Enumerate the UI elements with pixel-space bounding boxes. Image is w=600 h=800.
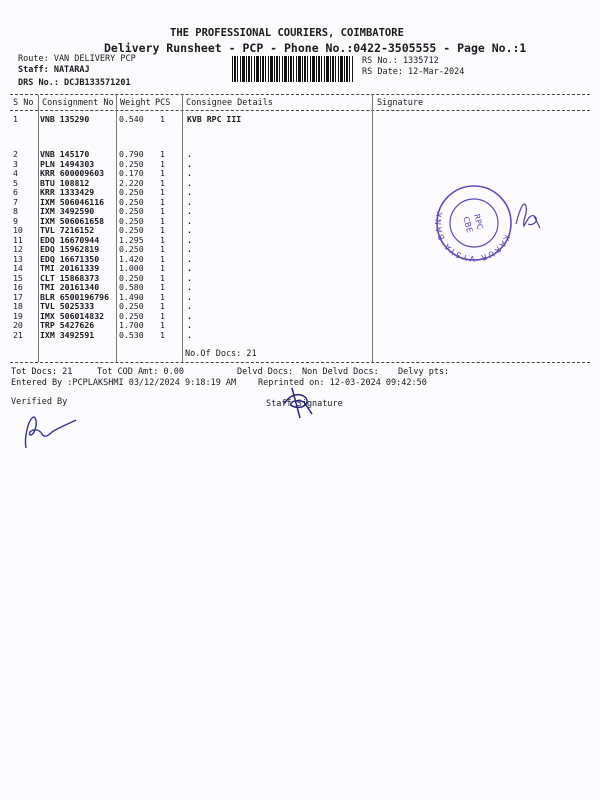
cell-sno: 9 bbox=[13, 215, 18, 226]
cell-consignee-details: KVB RPC III bbox=[187, 114, 242, 124]
cell-consignment-no: VNB 135290 bbox=[40, 114, 90, 124]
cell-consignment-no: PLN 1494303 bbox=[40, 158, 95, 169]
cell-consignee-details: . bbox=[187, 329, 192, 340]
stamp-center-rpc: RPC bbox=[471, 212, 485, 231]
cell-pcs: 1 bbox=[160, 149, 165, 159]
cell-pcs: 1 bbox=[160, 196, 165, 207]
cell-consignment-no: CLT 15868373 bbox=[40, 272, 100, 283]
cell-consignee-details: . bbox=[187, 253, 192, 264]
cell-weight: 0.250 bbox=[119, 310, 144, 321]
cell-pcs: 1 bbox=[160, 187, 165, 197]
cell-consignee-details: . bbox=[187, 301, 192, 311]
cell-consignment-no: TRP 5427626 bbox=[40, 320, 95, 330]
cell-sno: 10 bbox=[13, 225, 23, 235]
cell-sno: 19 bbox=[13, 310, 23, 321]
cell-consignee-details: . bbox=[187, 310, 192, 321]
cell-pcs: 1 bbox=[160, 282, 165, 292]
cell-weight: 1.295 bbox=[119, 234, 144, 245]
delvy-pts: Delvy pts: bbox=[398, 367, 450, 377]
cell-weight: 0.170 bbox=[119, 168, 144, 178]
col-header-pcs: PCS bbox=[155, 98, 171, 108]
col-header-weight: Weight bbox=[120, 98, 151, 108]
cell-consignee-details: . bbox=[187, 291, 192, 302]
cell-consignee-details: . bbox=[187, 206, 192, 216]
cell-consignee-details: . bbox=[187, 225, 192, 235]
cell-sno: 13 bbox=[13, 253, 23, 264]
cell-weight: 0.250 bbox=[119, 301, 144, 311]
cell-weight: 0.250 bbox=[119, 196, 144, 207]
cell-consignment-no: BLR 6500196796 bbox=[40, 291, 110, 302]
non-delvd-docs: Non Delvd Docs: bbox=[302, 367, 379, 377]
cell-consignee-details: . bbox=[187, 272, 192, 283]
cell-sno: 1 bbox=[13, 114, 18, 124]
delvd-docs: Delvd Docs: bbox=[237, 367, 294, 377]
cell-weight: 0.540 bbox=[119, 114, 144, 124]
cell-weight: 2.220 bbox=[119, 177, 144, 188]
cell-consignee-details: . bbox=[187, 196, 192, 207]
cell-weight: 0.250 bbox=[119, 272, 144, 283]
cell-sno: 15 bbox=[13, 272, 23, 283]
cell-pcs: 1 bbox=[160, 114, 165, 124]
cell-sno: 2 bbox=[13, 149, 18, 159]
cell-consignment-no: KRR 600009603 bbox=[40, 168, 105, 178]
stamp-ring-text: KARUR VYSYA BANK bbox=[433, 209, 512, 264]
cell-sno: 20 bbox=[13, 320, 23, 330]
cell-pcs: 1 bbox=[160, 225, 165, 235]
cell-sno: 17 bbox=[13, 291, 23, 302]
cell-weight: 0.250 bbox=[119, 244, 144, 254]
col-header-sno: S No bbox=[13, 98, 34, 108]
cell-pcs: 1 bbox=[160, 206, 165, 216]
cell-consignment-no: BTU 108812 bbox=[40, 177, 90, 188]
staff-signature bbox=[278, 384, 318, 424]
cell-consignment-no: EDQ 16671350 bbox=[40, 253, 100, 264]
cell-sno: 12 bbox=[13, 244, 23, 254]
cell-pcs: 1 bbox=[160, 301, 165, 311]
cell-pcs: 1 bbox=[160, 263, 165, 273]
cell-sno: 11 bbox=[13, 234, 23, 245]
cell-pcs: 1 bbox=[160, 253, 165, 264]
cell-pcs: 1 bbox=[160, 272, 165, 283]
cell-weight: 1.000 bbox=[119, 263, 144, 273]
table-header-rule bbox=[10, 110, 590, 111]
rs-number: RS No.: 1335712 bbox=[362, 56, 439, 66]
cell-consignment-no: TMI 20161339 bbox=[40, 263, 100, 273]
cell-consignee-details: . bbox=[187, 177, 192, 188]
drs-number: DRS No.: DCJB133571201 bbox=[18, 78, 131, 88]
col-divider bbox=[38, 95, 39, 362]
cell-consignment-no: TVL 7216152 bbox=[40, 225, 95, 235]
cell-pcs: 1 bbox=[160, 320, 165, 330]
cell-sno: 14 bbox=[13, 263, 23, 273]
barcode bbox=[232, 56, 354, 82]
col-divider bbox=[116, 95, 117, 362]
verified-signature bbox=[18, 410, 80, 452]
cell-consignment-no: KRR 1333429 bbox=[40, 187, 95, 197]
col-header-signature: Signature bbox=[377, 98, 424, 108]
staff-label: Staff: NATARAJ bbox=[18, 65, 90, 75]
verified-by-label: Verified By bbox=[11, 397, 68, 407]
cell-consignee-details: . bbox=[187, 244, 192, 254]
cell-sno: 8 bbox=[13, 206, 18, 216]
cell-weight: 1.420 bbox=[119, 253, 144, 264]
col-header-consignment: Consignment No bbox=[42, 98, 114, 108]
cell-consignee-details: . bbox=[187, 282, 192, 292]
cell-consignment-no: IXM 506046116 bbox=[40, 196, 105, 207]
cell-consignment-no: VNB 145170 bbox=[40, 149, 90, 159]
cell-sno: 6 bbox=[13, 187, 18, 197]
cell-weight: 0.250 bbox=[119, 187, 144, 197]
cell-consignment-no: IXM 506061658 bbox=[40, 215, 105, 226]
cell-consignee-details: . bbox=[187, 320, 192, 330]
cell-sno: 5 bbox=[13, 177, 18, 188]
cell-pcs: 1 bbox=[160, 215, 165, 226]
cell-consignment-no: TVL 5025333 bbox=[40, 301, 95, 311]
tot-cod-amt: Tot COD Amt: 0.00 bbox=[97, 367, 184, 377]
tot-docs: Tot Docs: 21 bbox=[11, 367, 73, 377]
cell-sno: 18 bbox=[13, 301, 23, 311]
no-of-docs: No.Of Docs: 21 bbox=[185, 349, 257, 359]
cell-sno: 7 bbox=[13, 196, 18, 207]
cell-weight: 0.580 bbox=[119, 282, 144, 292]
cell-weight: 1.490 bbox=[119, 291, 144, 302]
cell-pcs: 1 bbox=[160, 329, 165, 340]
bank-stamp bbox=[428, 178, 548, 268]
reprinted-on: Reprinted on: 12-03-2024 09:42:50 bbox=[258, 378, 427, 388]
col-divider bbox=[372, 95, 373, 362]
staff-signature-label: Staff Signature bbox=[266, 399, 343, 409]
cell-consignment-no: IMX 506014832 bbox=[40, 310, 105, 321]
cell-weight: 1.700 bbox=[119, 320, 144, 330]
cell-sno: 3 bbox=[13, 158, 18, 169]
route-label: Route: VAN DELIVERY PCP bbox=[18, 54, 136, 64]
stamp-initials bbox=[516, 204, 540, 228]
cell-consignment-no: EDQ 15962819 bbox=[40, 244, 100, 254]
cell-consignment-no: TMI 20161340 bbox=[40, 282, 100, 292]
cell-sno: 16 bbox=[13, 282, 23, 292]
col-header-consignee: Consignee Details bbox=[186, 98, 273, 108]
cell-weight: 0.790 bbox=[119, 149, 144, 159]
cell-weight: 0.250 bbox=[119, 225, 144, 235]
entered-by: Entered By :PCPLAKSHMI 03/12/2024 9:18:19 AM bbox=[11, 378, 237, 388]
cell-pcs: 1 bbox=[160, 234, 165, 245]
cell-consignment-no: IXM 3492590 bbox=[40, 206, 95, 216]
cell-pcs: 1 bbox=[160, 291, 165, 302]
stamp-center-cbe: CBE bbox=[461, 215, 475, 234]
cell-sno: 4 bbox=[13, 168, 18, 178]
cell-consignee-details: . bbox=[187, 168, 192, 178]
cell-sno: 21 bbox=[13, 329, 23, 340]
cell-consignee-details: . bbox=[187, 158, 192, 169]
table-bottom-rule bbox=[10, 362, 590, 363]
cell-weight: 0.250 bbox=[119, 206, 144, 216]
cell-consignee-details: . bbox=[187, 187, 192, 197]
cell-pcs: 1 bbox=[160, 177, 165, 188]
runsheet-title: Delivery Runsheet - PCP - Phone No.:0422-3505555 - Page No.:1 bbox=[104, 41, 527, 55]
cell-consignment-no: IXM 3492591 bbox=[40, 329, 95, 340]
cell-pcs: 1 bbox=[160, 168, 165, 178]
cell-pcs: 1 bbox=[160, 158, 165, 169]
rs-date: RS Date: 12-Mar-2024 bbox=[362, 67, 465, 77]
cell-consignee-details: . bbox=[187, 263, 192, 273]
cell-weight: 0.530 bbox=[119, 329, 144, 340]
cell-weight: 0.250 bbox=[119, 215, 144, 226]
cell-consignee-details: . bbox=[187, 149, 192, 159]
cell-pcs: 1 bbox=[160, 244, 165, 254]
table-top-rule bbox=[10, 94, 590, 95]
cell-weight: 0.250 bbox=[119, 158, 144, 169]
cell-pcs: 1 bbox=[160, 310, 165, 321]
col-divider bbox=[182, 95, 183, 362]
cell-consignee-details: . bbox=[187, 234, 192, 245]
cell-consignment-no: EDQ 16670944 bbox=[40, 234, 100, 245]
company-name: THE PROFESSIONAL COURIERS, COIMBATORE bbox=[170, 27, 404, 39]
cell-consignee-details: . bbox=[187, 215, 192, 226]
